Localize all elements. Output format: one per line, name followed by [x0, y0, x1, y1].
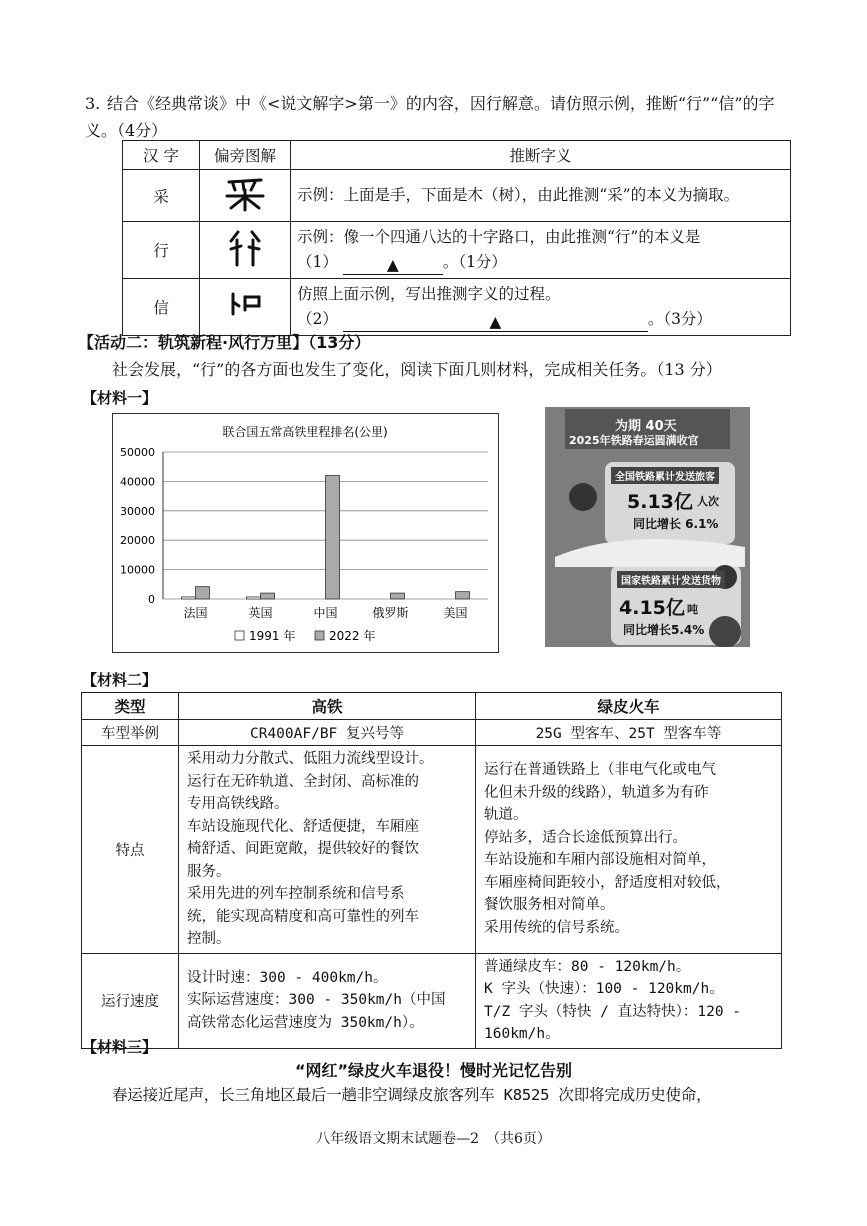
hsr-feature-line: 采用先进的列车控制系统和信号系 — [187, 886, 405, 902]
question-text: 结合《经典常谈》中《<说文解字>第一》的内容，因行解意。请仿照示例，推断“行”“信”的字义。（4分） — [85, 94, 775, 140]
bar — [261, 593, 275, 599]
legend-swatch — [235, 631, 244, 640]
answer-blank-1[interactable] — [343, 255, 443, 275]
row-label-speed: 运行速度 — [82, 953, 179, 1048]
answer-blank-2[interactable] — [343, 312, 648, 332]
material-1-label: 【材料一】 — [82, 389, 158, 407]
green-speed-line: 普通绿皮车：80 - 120km/h。 — [484, 958, 691, 975]
meaning-xing — [291, 222, 791, 279]
page-footer: 八年级语文期末试题卷—2 （共6页） — [316, 1131, 551, 1147]
character-table — [122, 140, 791, 336]
poster-box2-unit: 吨 — [687, 603, 698, 616]
hsr-feature-line: 椅舒适、间距宽敞，提供较好的餐饮 — [187, 841, 419, 857]
green-features — [476, 746, 782, 954]
hsr-feature-line: 采用动力分散式、低阻力流线型设计。 — [187, 751, 434, 767]
row-label-features: 特点 — [82, 746, 179, 954]
hsr-feature-line: 服务。 — [187, 863, 231, 880]
poster-box1-value: 5.13亿 — [627, 491, 693, 513]
green-feature-line: 轨道。 — [484, 807, 528, 824]
green-speed — [476, 953, 782, 1048]
col-header-glyph: 偏旁图解 — [200, 141, 291, 170]
y-tick-label: 30000 — [120, 504, 155, 518]
green-feature-line: 停站多，适合长途低预算出行。 — [484, 829, 687, 846]
green-speed-line: T/Z 字头（特快 / 直达特快）：120 - — [484, 1003, 742, 1020]
x-tick-label: 英国 — [248, 606, 273, 620]
col-header-char: 汉 字 — [123, 141, 200, 170]
glyph-xing-icon — [200, 222, 291, 279]
hsr-speed-line: 设计时速：300 - 400km/h。 — [187, 969, 388, 986]
hsr-examples: CR400AF/BF 复兴号等 — [179, 720, 476, 746]
green-speed-line: K 字头（快速）：100 - 120km/h。 — [484, 981, 724, 997]
bar — [182, 597, 196, 599]
y-tick-label: 20000 — [120, 534, 155, 548]
glyph-cai-icon — [200, 170, 291, 222]
poster-box1-unit: 人次 — [697, 495, 719, 508]
hsr-speed-line: 高铁常态化运营速度为 350km/h）。 — [187, 1014, 424, 1031]
hsr-feature-line: 车站设施现代化、舒适便捷，车厢座 — [187, 818, 419, 835]
green-feature-line: 化但未升级的线路），轨道多为有砟 — [484, 784, 709, 801]
x-tick-label: 美国 — [443, 606, 468, 620]
header-green: 绿皮火车 — [476, 693, 782, 720]
char-cai: 采 — [123, 170, 200, 222]
bar — [247, 597, 261, 599]
col-header-meaning: 推断字义 — [291, 141, 791, 170]
train-comparison-table — [81, 692, 782, 1049]
triangle-marker-icon: ▲ — [386, 256, 399, 274]
hsr-mileage-chart — [112, 413, 499, 653]
x-tick-label: 俄罗斯 — [372, 606, 409, 620]
bar — [456, 592, 470, 599]
hsr-feature-line: 运行在无砟轨道、全封闭、高标准的 — [187, 773, 419, 790]
x-tick-label: 法国 — [183, 606, 208, 620]
hsr-feature-line: 专用高铁线路。 — [187, 796, 289, 812]
activity-title: 【活动二：轨筑新程·风行万里】（13分） — [78, 333, 371, 352]
material-3-title: “网红”绿皮火车退役！慢时光记忆告别 — [294, 1061, 573, 1080]
bar — [196, 587, 210, 599]
chart-svg — [113, 414, 498, 652]
green-feature-line: 餐饮服务相对简单。 — [484, 897, 615, 914]
x-tick-label: 中国 — [313, 606, 338, 620]
spring-festival-poster — [545, 407, 750, 647]
material-2-label: 【材料二】 — [82, 671, 158, 689]
material-3-paragraph: 春运接近尾声，长三角地区最后一趟非空调绿皮旅客列车 K8525 次即将完成历史使命， — [112, 1086, 712, 1104]
poster-box2-title: 国家铁路累计发送货物 — [617, 571, 725, 588]
question-3 — [85, 90, 800, 144]
hsr-feature-line: 统，能实现高精度和高可靠性的列车 — [187, 908, 419, 925]
activity-intro: 社会发展，“行”的各方面也发生了变化，阅读下面几则材料，完成相关任务。（13 分） — [112, 360, 722, 379]
poster-line1: 为期 40天 — [615, 419, 677, 434]
legend-label: 1991 年 — [249, 629, 296, 643]
green-feature-line: 采用传统的信号系统。 — [484, 919, 629, 936]
meaning-xin — [291, 279, 791, 336]
y-tick-label: 10000 — [120, 563, 155, 577]
chart-title: 联合国五常高铁里程排名(公里) — [222, 425, 388, 439]
y-tick-label: 0 — [148, 593, 155, 606]
char-xing: 行 — [123, 222, 200, 279]
material-3-label: 【材料三】 — [82, 1038, 158, 1056]
legend-swatch — [315, 631, 324, 640]
bar — [326, 476, 340, 599]
poster-box1-growth: 同比增长 6.1% — [633, 517, 719, 531]
row-label-examples: 车型举例 — [82, 720, 179, 746]
blank-label-2: （2） — [297, 310, 338, 328]
hsr-feature-line: 控制。 — [187, 931, 231, 947]
meaning-xin-text: 仿照上面示例，写出推测字义的过程。 — [297, 285, 561, 303]
glyph-xin-icon — [200, 279, 291, 336]
green-feature-line: 车站设施和车厢内部设施相对简单， — [484, 852, 716, 869]
hsr-speed-line: 实际运营速度：300 - 350km/h（中国 — [187, 992, 446, 1009]
char-xin: 信 — [123, 279, 200, 336]
triangle-marker-icon: ▲ — [489, 313, 502, 331]
blank-tail-2: 。（3分） — [647, 310, 712, 328]
poster-line2: 2025年铁路春运圆满收官 — [569, 434, 699, 447]
green-feature-line: 运行在普通铁路上（非电气化或电气 — [484, 762, 716, 779]
legend-label: 2022 年 — [329, 629, 376, 643]
green-examples: 25G 型客车、25T 型客车等 — [476, 720, 782, 746]
header-type: 类型 — [82, 693, 179, 720]
blank-label-1: （1） — [297, 253, 338, 271]
question-number: 3. — [85, 94, 101, 113]
green-feature-line: 车厢座椅间距较小，舒适度相对较低， — [484, 874, 731, 891]
meaning-cai: 示例：上面是手，下面是木（树），由此推测“采”的本义为摘取。 — [291, 170, 791, 222]
y-tick-label: 40000 — [120, 475, 155, 489]
blank-tail-1: 。（1分） — [442, 253, 507, 271]
poster-box1-title: 全国铁路累计发送旅客 — [611, 467, 719, 484]
y-tick-label: 50000 — [120, 446, 155, 459]
bar — [391, 593, 405, 599]
meaning-xing-text: 示例：像一个四通八达的十字路口，由此推测“行”的本义是 — [297, 228, 701, 246]
poster-box2-value: 4.15亿 — [619, 597, 685, 619]
header-hsr: 高铁 — [179, 693, 476, 720]
hsr-speed — [179, 953, 476, 1048]
hsr-features — [179, 746, 476, 954]
poster-box2-growth: 同比增长5.4% — [623, 623, 705, 637]
green-speed-line: 160km/h。 — [484, 1026, 560, 1042]
